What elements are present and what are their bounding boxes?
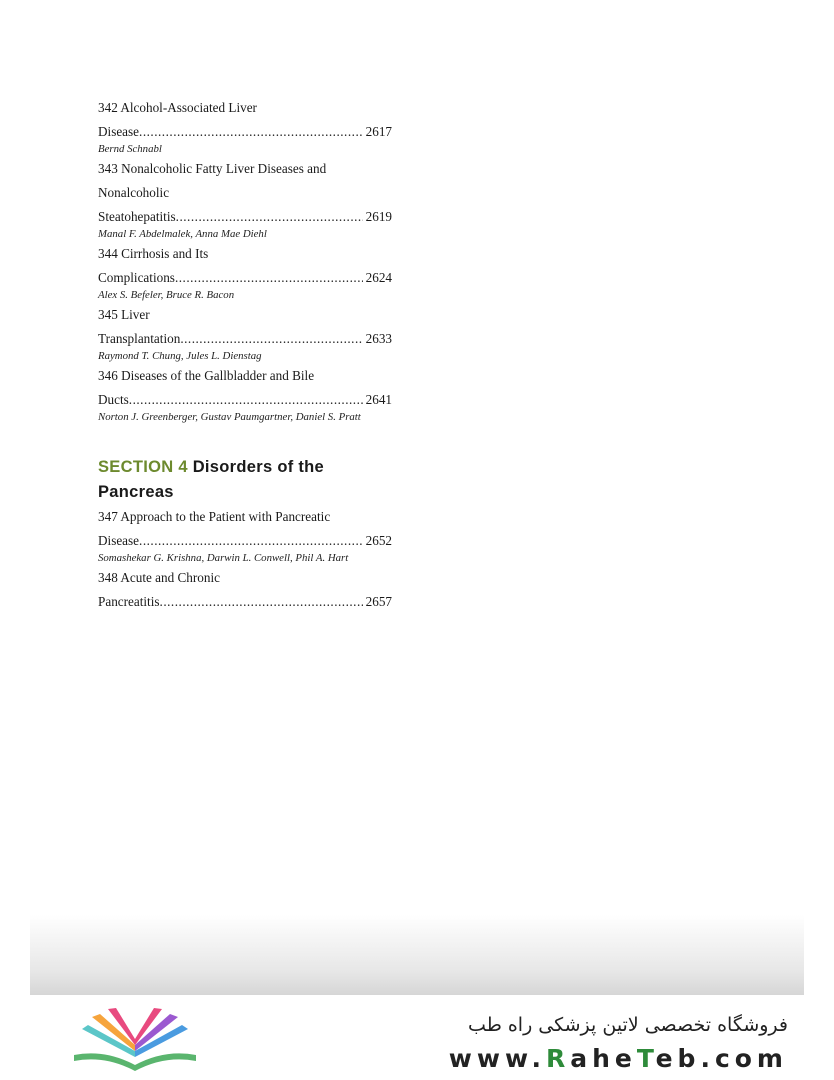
toc-entry[interactable] [98,157,392,242]
page-number: 2624 [365,270,392,285]
chapter-title-line: 343 Nonalcoholic Fatty Liver Diseases and [98,161,327,176]
url-part-1: www. [448,1044,546,1073]
toc-entry[interactable] [98,96,392,157]
page-number: 2633 [365,331,392,346]
chapter-title-end: Ducts [98,392,129,407]
dot-leader [160,590,363,614]
chapter-list-liver [98,96,392,425]
page-number: 2619 [365,209,392,224]
chapter-title-line: 345 Liver [98,307,150,322]
toc-entry[interactable] [98,364,392,425]
chapter-authors: Raymond T. Chung, Jules L. Dienstag [98,350,262,362]
section-number: SECTION 4 [98,458,188,476]
book-logo-icon [70,1005,200,1075]
chapter-title-line: 344 Cirrhosis and Its [98,246,209,261]
url-part-5: eb.com [655,1044,788,1073]
dot-leader [139,120,363,144]
chapter-title-line: 342 Alcohol-Associated Liver [98,100,257,115]
toc-entry[interactable] [98,242,392,303]
chapter-leader-line [98,590,392,614]
chapter-authors: Norton J. Greenberger, Gustav Paumgartner, Daniel S. Pratt [98,411,361,423]
chapter-title-end: Complications [98,270,175,285]
store-name-persian: فروشگاه تخصصی لاتین پزشکی راه طب [468,1014,788,1036]
page-number: 2617 [365,124,392,139]
section-title-line2: Pancreas [98,483,174,501]
toc-entry[interactable] [98,505,392,566]
chapter-title-end: Disease [98,124,140,139]
toc-entry[interactable] [98,303,392,364]
toc-entry[interactable] [98,566,392,614]
chapter-authors: Bernd Schnabl [98,143,162,155]
chapter-title-line: 348 Acute and Chronic [98,570,220,585]
url-part-4: T [636,1044,656,1073]
footer-shade [30,915,804,995]
chapter-title-line: 346 Diseases of the Gallbladder and Bile [98,368,315,383]
chapter-title-end: Pancreatitis [98,594,160,609]
page-number: 2652 [365,533,392,548]
section-heading [98,455,392,505]
chapter-authors: Alex S. Befeler, Bruce R. Bacon [98,289,235,301]
page-number: 2641 [365,392,392,407]
page-number: 2657 [365,594,392,609]
chapter-authors: Somashekar G. Krishna, Darwin L. Conwell, Phil A. Hart [98,552,349,564]
chapter-title-line: 347 Approach to the Patient with Pancreatic [98,509,331,524]
url-part-3: ahe [570,1044,637,1073]
chapter-title-end: Disease [98,533,140,548]
table-of-contents [98,96,392,614]
section-title-line1: Disorders of the [192,458,325,476]
website-url[interactable] [449,1044,788,1073]
chapter-title-end: Transplantation [98,331,181,346]
url-part-2: R [545,1044,571,1073]
chapter-list-pancreas [98,505,392,614]
chapter-authors: Manal F. Abdelmalek, Anna Mae Diehl [98,228,267,240]
chapter-title-line: Nonalcoholic [98,185,170,200]
chapter-title-end: Steatohepatitis [98,209,176,224]
